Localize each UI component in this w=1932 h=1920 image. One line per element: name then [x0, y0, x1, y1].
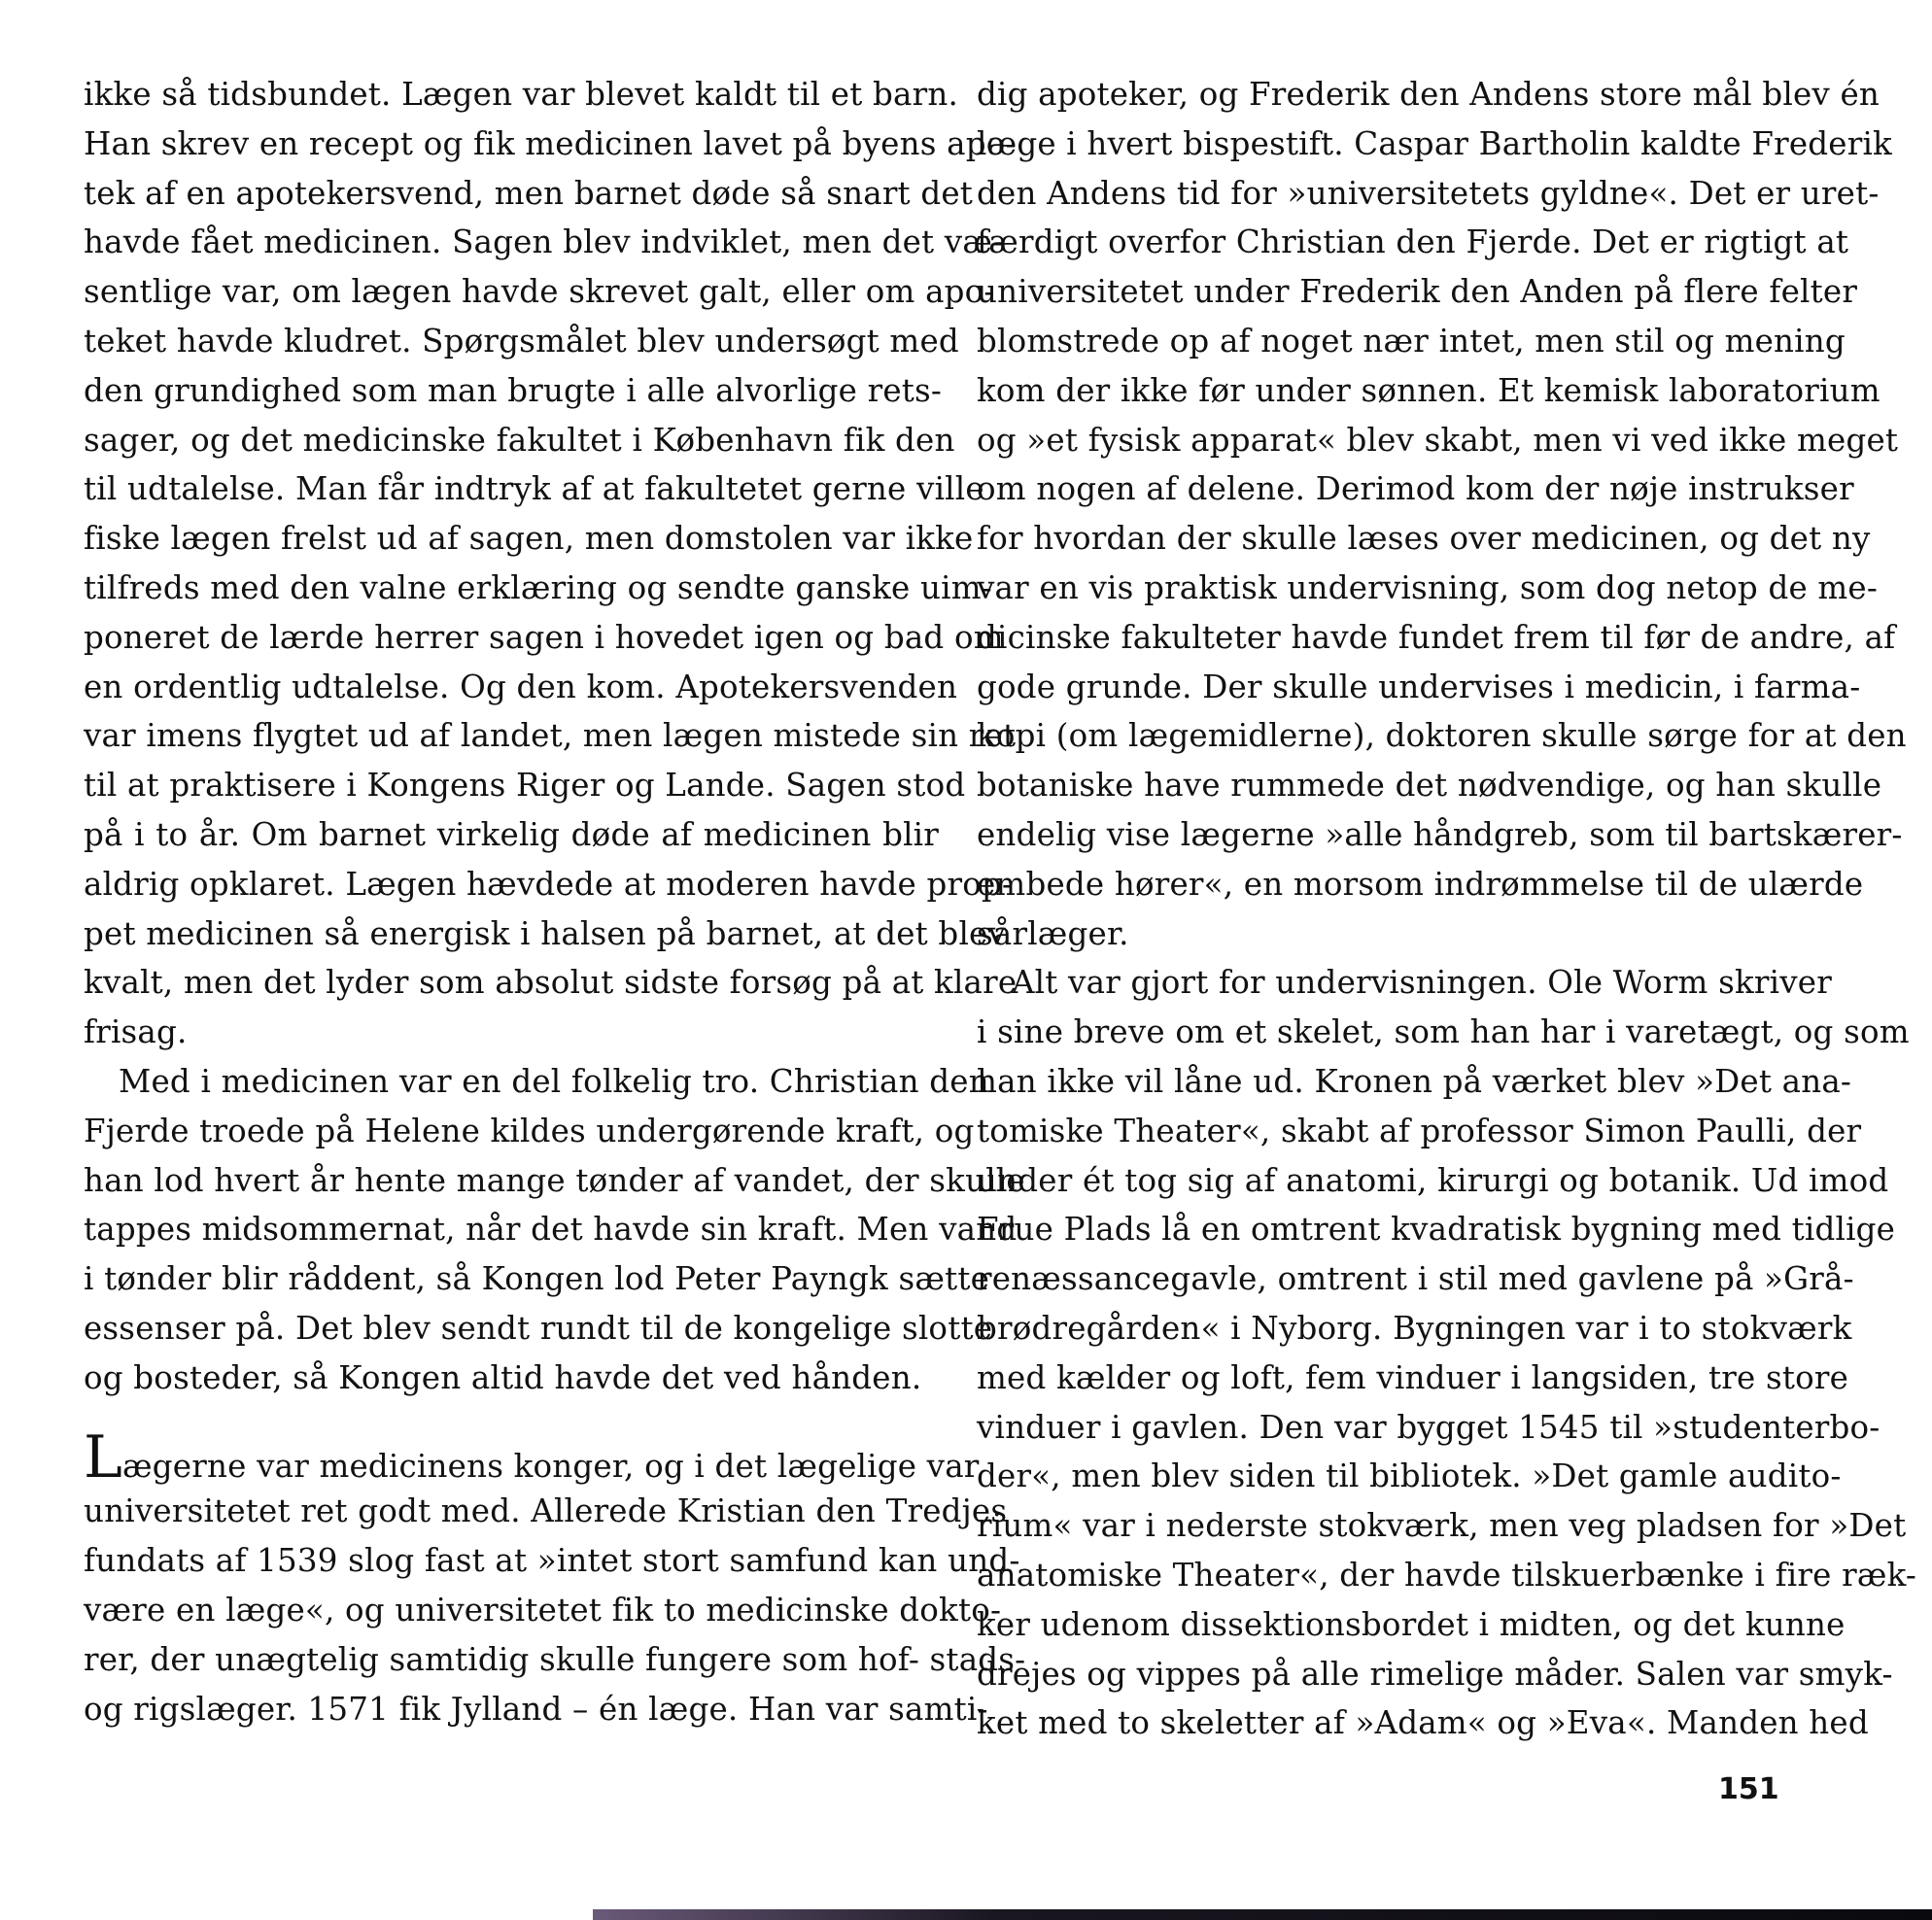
paragraph-3-first-line [84, 1423, 980, 1491]
text-line: ker udenom dissektionsbordet i midten, og det kunne [977, 1605, 1846, 1643]
text-line: om nogen af delene. Derimod kom der nøje instrukser [977, 470, 1854, 508]
text-line: og rigslæger. 1571 fik Jylland – én læge. Han var samti- [84, 1690, 988, 1728]
text-line: rer, der unægtelig samtidig skulle fungere som hof- stads- [84, 1640, 1026, 1678]
text-line: Fjerde troede på Helene kildes undergørende kraft, og [84, 1112, 975, 1149]
paragraph-1 [977, 70, 1907, 958]
text-line: og »et fysisk apparat« blev skabt, men vi ved ikke meget [977, 421, 1899, 459]
text-line: brødregården« i Nyborg. Bygningen var i to stokværk [977, 1309, 1852, 1347]
text-line: kopi (om lægemidlerne), doktoren skulle sørge for at den [977, 717, 1907, 755]
text-line: sager, og det medicinske fakultet i København fik den [84, 421, 955, 459]
text-line: læge i hvert bispestift. Caspar Bartholin kaldte Frederik [977, 124, 1892, 162]
text-line: teket havde kludret. Spørgsmålet blev undersøgt med [84, 322, 959, 360]
text-line: sentlige var, om lægen havde skrevet galt, eller om apo- [84, 273, 995, 311]
text-line: kvalt, men det lyder som absolut sidste forsøg på at klare [84, 964, 1018, 1002]
text-line: tappes midsommernat, når det havde sin kraft. Men vand [84, 1211, 1018, 1249]
text-line: embede hører«, en morsom indrømmelse til de ulærde [977, 865, 1864, 903]
text-line: tek af en apotekersvend, men barnet døde så snart det [84, 174, 974, 212]
text-line: poneret de lærde herrer sagen i hovedet igen og bad om [84, 618, 1004, 656]
text-line: være en læge«, og universitetet fik to medicinske dokto- [84, 1591, 1002, 1629]
paragraph-1 [84, 70, 1018, 1057]
text-line: var imens flygtet ud af landet, men lægen mistede sin ret [84, 717, 1017, 755]
text-line: til at praktisere i Kongens Riger og Lande. Sagen stod [84, 767, 966, 805]
first-line-text: ægerne var medicinens konger, og i det lægelige var [122, 1447, 980, 1485]
paragraph-2 [84, 1057, 1025, 1403]
text-line: dicinske fakulteter havde fundet frem til før de andre, af [977, 618, 1896, 656]
text-line: ket med to skeletter af »Adam« og »Eva«. Manden hed [977, 1704, 1869, 1742]
text-line: med kælder og loft, fem vinduer i langsiden, tre store [977, 1358, 1849, 1396]
text-line: anatomiske Theater«, der havde tilskuerbænke i fire ræk- [977, 1556, 1917, 1594]
drop-cap: L [84, 1423, 123, 1491]
text-line: vinduer i gavlen. Den var bygget 1545 til »studenterbo- [977, 1408, 1880, 1446]
text-line: under ét tog sig af anatomi, kirurgi og botanik. Ud imod [977, 1161, 1889, 1199]
right-column [977, 70, 1917, 1748]
text-line: blomstrede op af noget nær intet, men stil og mening [977, 322, 1846, 360]
text-line: Han skrev en recept og fik medicinen lavet på byens apo- [84, 124, 1017, 162]
text-line: Med i medicinen var en del folkelig tro. Christian den [119, 1062, 989, 1100]
text-line: var en vis praktisk undervisning, som dog netop de me- [977, 568, 1879, 606]
text-line: ikke så tidsbundet. Lægen var blevet kaldt til et barn. [84, 76, 958, 113]
text-line: Frue Plads lå en omtrent kvadratisk bygning med tidlige [977, 1211, 1896, 1249]
text-line: renæssancegavle, omtrent i stil med gavlene på »Grå- [977, 1260, 1854, 1298]
text-line: for hvordan der skulle læses over medicinen, og det ny [977, 520, 1871, 558]
text-line: kom der ikke før under sønnen. Et kemisk laboratorium [977, 371, 1880, 409]
text-line: universitetet ret godt med. Allerede Kristian den Tredjes [84, 1492, 1008, 1530]
scan-edge-bar [593, 1909, 1932, 1920]
text-line: færdigt overfor Christian den Fjerde. Det er rigtigt at [977, 223, 1849, 261]
text-line: sårlæger. [977, 914, 1129, 952]
text-line: der«, men blev siden til bibliotek. »Det gamle audito- [977, 1457, 1842, 1495]
text-line: han lod hvert år hente mange tønder af vandet, der skulle [84, 1161, 1025, 1199]
text-line: endelig vise lægerne »alle håndgreb, som til bartskærer- [977, 815, 1903, 853]
text-line: universitetet under Frederik den Anden på flere felter [977, 273, 1858, 311]
text-line: pet medicinen så energisk i halsen på barnet, at det blev [84, 914, 1007, 952]
text-line: tomiske Theater«, skabt af professor Simon Paulli, der [977, 1112, 1862, 1149]
text-line: dig apoteker, og Frederik den Andens store mål blev én [977, 76, 1880, 113]
text-line: botaniske have rummede det nødvendige, og han skulle [977, 767, 1882, 805]
text-line: i tønder blir råddent, så Kongen lod Peter Payngk sætte [84, 1260, 990, 1298]
paragraph-3 [84, 1487, 1026, 1733]
text-line: til udtalelse. Man får indtryk af at fakultetet gerne ville [84, 470, 984, 508]
text-line: Alt var gjort for undervisningen. Ole Worm skriver [1012, 964, 1832, 1002]
text-line: en ordentlig udtalelse. Og den kom. Apotekersvenden [84, 668, 958, 705]
text-line: i sine breve om et skelet, som han har i varetægt, og som [977, 1013, 1910, 1051]
text-line: på i to år. Om barnet virkelig døde af medicinen blir [84, 815, 939, 853]
text-line: den grundighed som man brugte i alle alvorlige rets- [84, 371, 943, 409]
text-line: gode grunde. Der skulle undervises i medicin, i farma- [977, 668, 1861, 705]
text-line: frisag. [84, 1013, 188, 1051]
text-line: tilfreds med den valne erklæring og sendte ganske uim- [84, 568, 992, 606]
text-line: havde fået medicinen. Sagen blev indviklet, men det væ- [84, 223, 1004, 261]
text-line: han ikke vil låne ud. Kronen på værket blev »Det ana- [977, 1062, 1852, 1100]
text-line: fiske lægen frelst ud af sagen, men domstolen var ikke [84, 520, 974, 558]
text-line: essenser på. Det blev sendt rundt til de kongelige slotte [84, 1309, 993, 1347]
page-number: 151 [1718, 1772, 1779, 1806]
paragraph-2 [977, 958, 1917, 1748]
text-line: og bosteder, så Kongen altid havde det ved hånden. [84, 1358, 922, 1396]
left-column [84, 70, 1026, 1733]
text-line: drejes og vippes på alle rimelige måder. Salen var smyk- [977, 1655, 1893, 1693]
text-line: den Andens tid for »universitetets gyldne«. Det er uret- [977, 174, 1880, 212]
text-line: aldrig opklaret. Lægen hævdede at moderen havde prop- [84, 865, 1014, 903]
text-line: rium« var i nederste stokværk, men veg pladsen for »Det [977, 1507, 1907, 1545]
text-line: fundats af 1539 slog fast at »intet stort samfund kan und- [84, 1542, 1020, 1580]
